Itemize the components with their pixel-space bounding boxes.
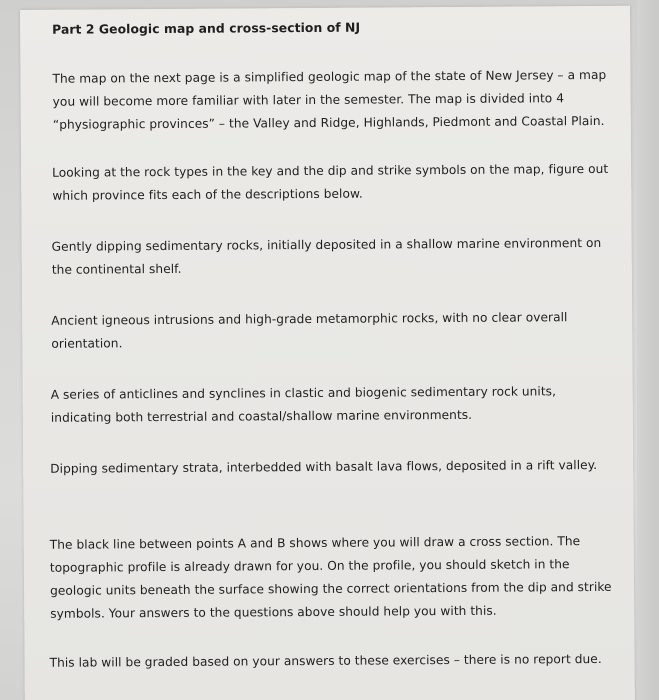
background-edge <box>637 0 659 700</box>
description-1-line-2: the continental shelf. <box>51 261 182 277</box>
cross-section-line-2: topographic profile is already drawn for you. On the profile, you should sketch in the <box>49 557 570 575</box>
description-3 <box>51 380 557 430</box>
description-2-line-1: Ancient igneous intrusions and high-grade metamorphic rocks, with no clear overall <box>51 310 568 328</box>
description-3-line-2: indicating both terrestrial and coastal/shallow marine environments. <box>50 407 473 425</box>
intro-line-3: “physiographic provinces” – the Valley and Ridge, Highlands, Piedmont and Coastal Plain. <box>52 113 605 132</box>
instructions-line-1: Looking at the rock types in the key and the dip and strike symbols on the map, figure out <box>52 161 609 180</box>
description-2-line-2: orientation. <box>51 336 123 351</box>
cross-section-line-3: geologic units beneath the surface showing the correct orientations from the dip and strike <box>50 579 612 598</box>
page-title: Part 2 Geologic map and cross-section of NJ <box>52 19 361 37</box>
intro-line-1: The map on the next page is a simplified geologic map of the state of New Jersey – a map <box>52 67 607 86</box>
intro-line-2: you will become more familiar with later in the semester. The map is divided into 4 <box>52 91 565 109</box>
cross-section-line-4: symbols. Your answers to the questions above should help you with this. <box>50 603 497 621</box>
description-2 <box>51 306 568 356</box>
instructions-paragraph <box>52 158 608 208</box>
description-4-line-1: Dipping sedimentary strata, interbedded with basalt lava flows, deposited in a rift valley. <box>50 457 598 476</box>
instructions-line-2: which province fits each of the descriptions below. <box>52 186 363 203</box>
intro-paragraph <box>52 64 606 137</box>
description-4 <box>50 454 597 481</box>
grading-line-1: This lab will be graded based on your answers to these exercises – there is no report due. <box>49 651 602 670</box>
grading-paragraph <box>49 648 601 675</box>
cross-section-paragraph <box>50 530 612 626</box>
cross-section-line-1: The black line between points A and B shows where you will draw a cross section. The <box>49 534 581 552</box>
description-1-line-1: Gently dipping sedimentary rocks, initially deposited in a shallow marine environment on <box>51 235 602 254</box>
description-1 <box>52 232 602 282</box>
document-page <box>20 6 635 700</box>
description-3-line-1: A series of anticlines and synclines in clastic and biogenic sedimentary rock units, <box>50 384 557 402</box>
